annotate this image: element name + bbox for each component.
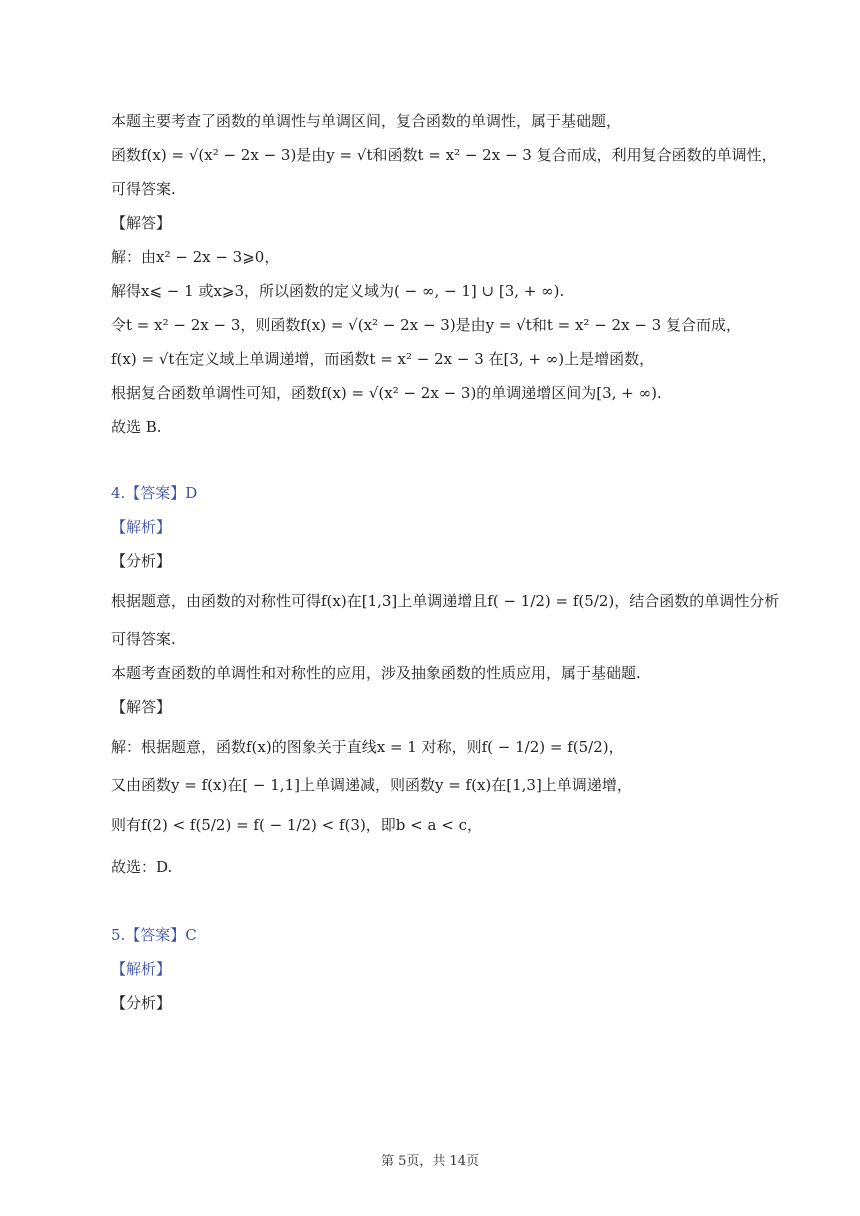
text-line: 根据复合函数单调性可知，函数f(x) = √(x² − 2x − 3)的单调递增区间为[3, + ∞). — [111, 384, 662, 402]
section-label: 【解答】 — [111, 698, 172, 716]
section-label: 【分析】 — [111, 994, 172, 1012]
text-line: 又由函数y = f(x)在[ − 1,1]上单调递减，则函数y = f(x)在[1,3]上单调递增， — [111, 776, 632, 794]
text-line: 故选 B. — [111, 418, 162, 436]
answer-heading-5: 5.【答案】C — [111, 926, 197, 944]
section-label: 【解答】 — [111, 214, 172, 232]
text-line: 根据题意，由函数的对称性可得f(x)在[1,3]上单调递增且f( − 1/2) = f(5/2)，结合函数的单调性分析 — [111, 592, 780, 610]
text-line: 本题考查函数的单调性和对称性的应用，涉及抽象函数的性质应用，属于基础题. — [111, 664, 641, 682]
text-line: 则有f(2) < f(5/2) = f( − 1/2) < f(3)，即b < a < c， — [111, 816, 482, 834]
analysis-label: 【解析】 — [111, 960, 172, 978]
text-line: 本题主要考查了函数的单调性与单调区间，复合函数的单调性，属于基础题， — [111, 112, 622, 130]
text-line: 故选：D. — [111, 858, 173, 876]
text-line: 可得答案. — [111, 630, 176, 648]
answer-heading-4: 4.【答案】D — [111, 484, 198, 502]
text-line: 解：由x² − 2x − 3⩾0， — [111, 248, 280, 266]
text-line: 解得x⩽ − 1 或x⩾3，所以函数的定义域为( − ∞, − 1] ∪ [3, + ∞). — [111, 282, 565, 300]
section-label: 【分析】 — [111, 552, 172, 570]
text-line: f(x) = √t在定义域上单调递增，而函数t = x² − 2x − 3 在[3, + ∞)上是增函数， — [111, 350, 655, 368]
text-line: 可得答案. — [111, 180, 176, 198]
text-line: 函数f(x) = √(x² − 2x − 3)是由y = √t和函数t = x² − 2x − 3 复合而成，利用复合函数的单调性， — [111, 146, 777, 164]
text-line: 令t = x² − 2x − 3，则函数f(x) = √(x² − 2x − 3)是由y = √t和t = x² − 2x − 3 复合而成， — [111, 316, 741, 334]
text-line: 解：根据题意，函数f(x)的图象关于直线x = 1 对称，则f( − 1/2) = f(5/2)， — [111, 738, 624, 756]
analysis-label: 【解析】 — [111, 518, 172, 536]
page-footer: 第 5页，共 14页 — [380, 1154, 480, 1169]
